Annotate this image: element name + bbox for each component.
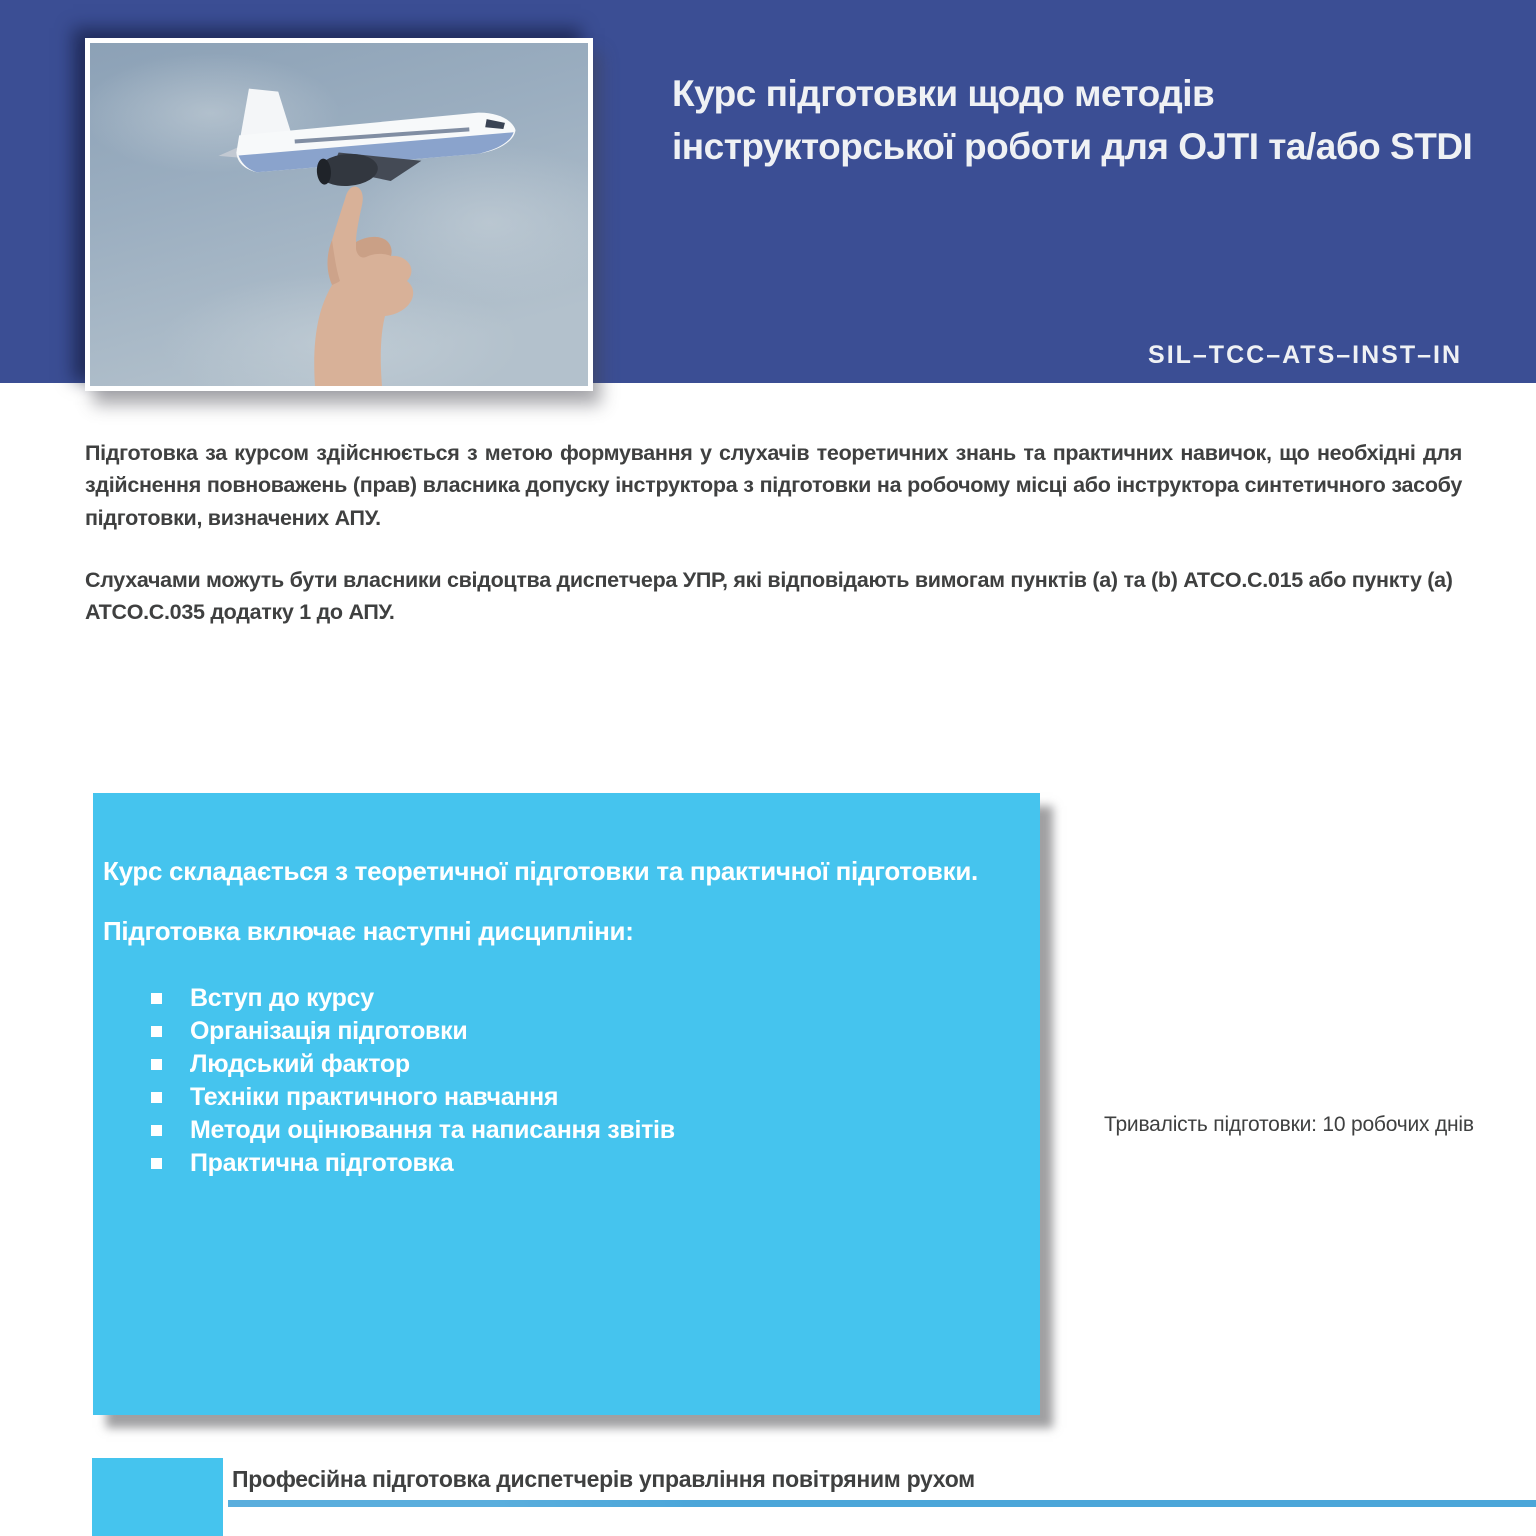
list-item bbox=[103, 982, 1010, 1015]
course-structure-line: Курс складається з теоретичної підготовки та практичної підготовки. bbox=[103, 856, 978, 886]
course-content-box bbox=[93, 793, 1040, 1415]
toy-airplane-illustration bbox=[90, 43, 588, 386]
intro-paragraph-2: Слухачами можуть бути власники свідоцтва диспетчера УПР, які відповідають вимогам пунктів (a) та (b) ATCO.C.015 або пункту (a) ATCO.C.035 додатку 1 до АПУ. bbox=[85, 567, 1453, 624]
course-code: SIL–TCC–ATS–INST–IN bbox=[1148, 341, 1462, 369]
duration-note: Тривалість підготовки: 10 робочих днів bbox=[1104, 1113, 1474, 1136]
footer-accent-square bbox=[92, 1458, 223, 1536]
discipline-label: Методи оцінювання та написання звітів bbox=[190, 1116, 675, 1144]
discipline-label: Практична підготовка bbox=[190, 1149, 454, 1177]
discipline-label: Вступ до курсу bbox=[190, 984, 374, 1012]
square-bullet-icon bbox=[151, 1125, 162, 1136]
list-item bbox=[103, 1114, 1010, 1147]
intro-paragraph-1: Підготовка за курсом здійснюється з метою формування у слухачів теоретичних знань та практичних навичок, що необхідні для здійснення повноважень (прав) власника допуску інструктора з підготовки на робочому місці або інструктора синтетичного засобу підготовки, визначених АПУ. bbox=[85, 441, 1462, 530]
list-item bbox=[103, 1081, 1010, 1114]
square-bullet-icon bbox=[151, 1059, 162, 1070]
discipline-label: Техніки практичного навчання bbox=[190, 1083, 559, 1111]
disciplines-list bbox=[103, 982, 1010, 1180]
list-item bbox=[103, 1015, 1010, 1048]
footer-tagline: Професійна підготовка диспетчерів управління повітряним рухом bbox=[232, 1466, 975, 1492]
square-bullet-icon bbox=[151, 1026, 162, 1037]
toy-airplane-photo bbox=[85, 38, 593, 391]
square-bullet-icon bbox=[151, 993, 162, 1004]
discipline-label: Людський фактор bbox=[190, 1050, 410, 1078]
list-item bbox=[103, 1147, 1010, 1180]
list-item bbox=[103, 1048, 1010, 1081]
page-title: Курс підготовки щодо методів інструкторської роботи для OJTI та/або STDI bbox=[672, 73, 1473, 167]
square-bullet-icon bbox=[151, 1092, 162, 1103]
disciplines-heading: Підготовка включає наступні дисципліни: bbox=[103, 916, 634, 946]
intro-section bbox=[85, 437, 1462, 628]
square-bullet-icon bbox=[151, 1158, 162, 1169]
discipline-label: Організація підготовки bbox=[190, 1017, 468, 1045]
footer-divider-line bbox=[228, 1500, 1536, 1507]
